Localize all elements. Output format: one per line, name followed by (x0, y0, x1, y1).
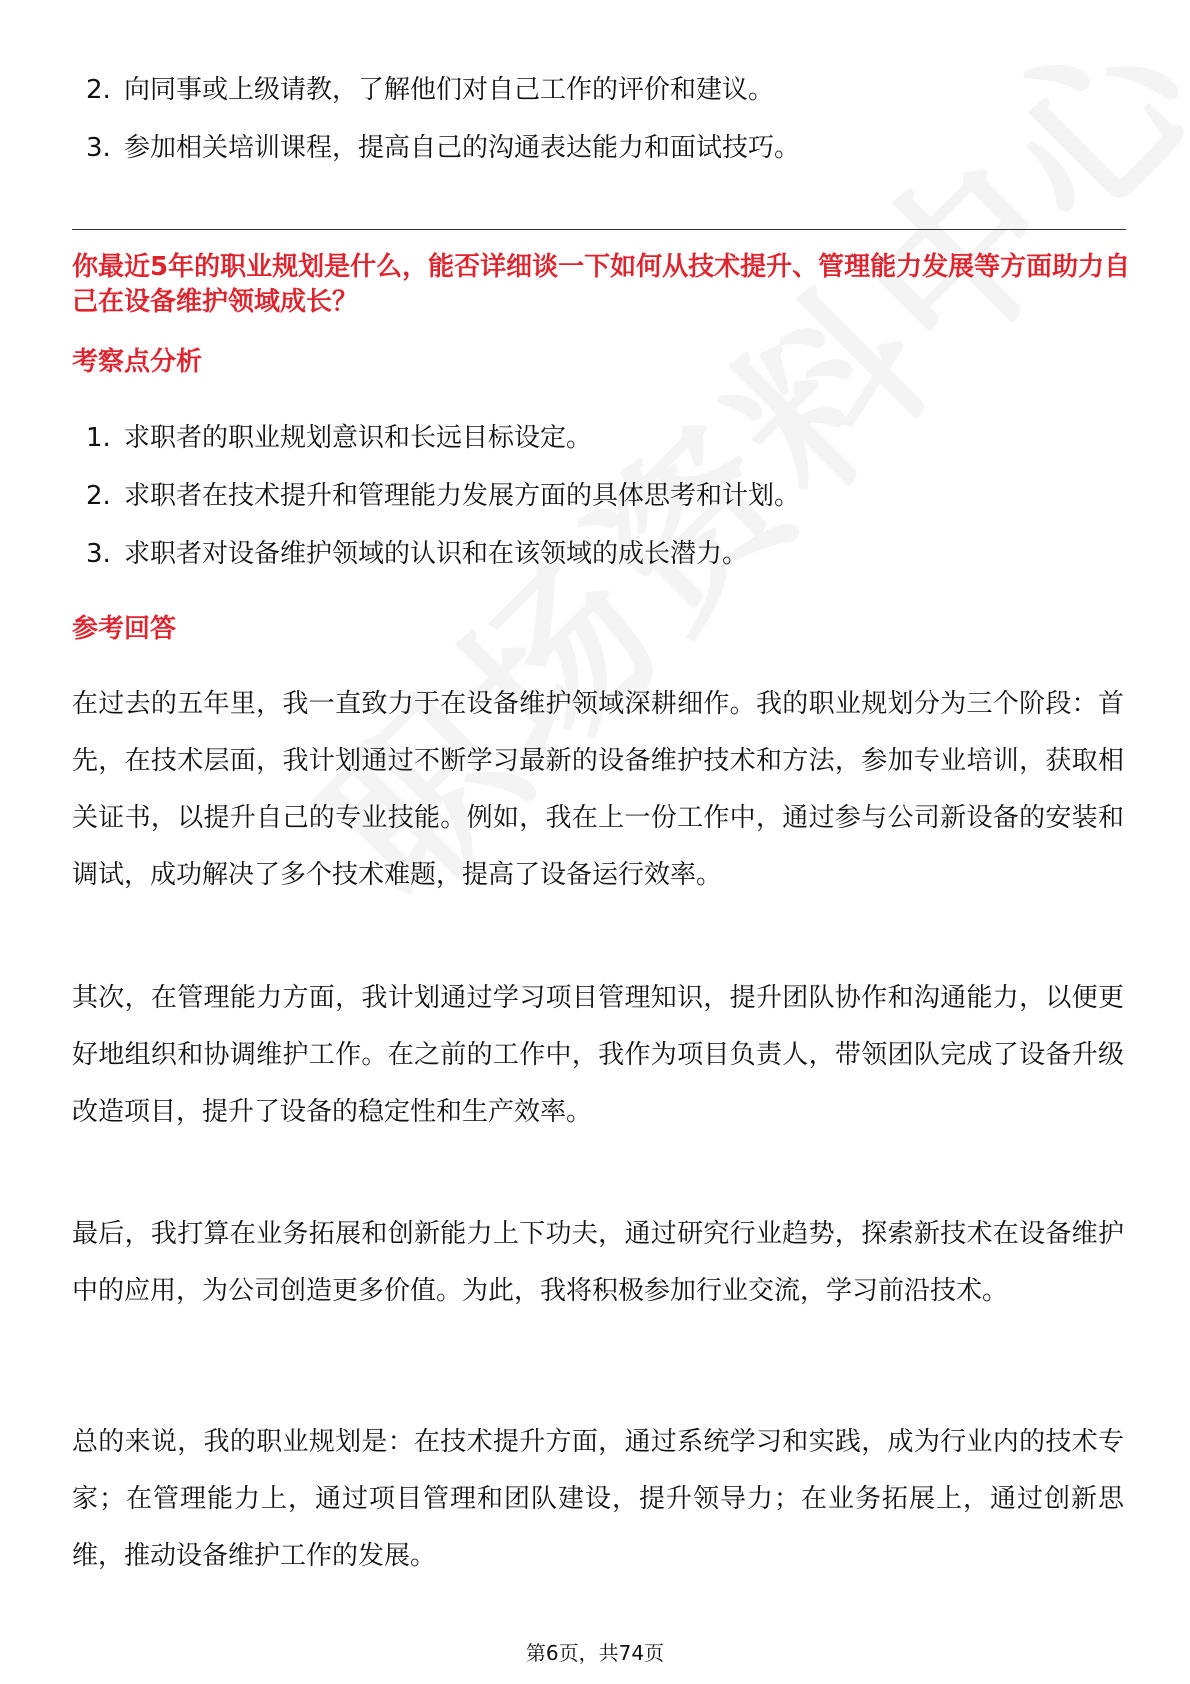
list-item-number: 1. (86, 423, 111, 453)
list-item (72, 420, 1132, 478)
list-item-number: 3. (86, 539, 111, 569)
list-item (72, 478, 1132, 536)
answer-paragraph: 在过去的五年里，我一直致力于在设备维护领域深耕细作。我的职业规划分为三个阶段：首先，在技术层面，我计划通过不断学习最新的设备维护技术和方法，参加专业培训，获取相关证书，以提升自己的专业技能。例如，我在上一份工作中，通过参与公司新设备的安装和调试，成功解决了多个技术难题，提高了设备运行效率。 (72, 689, 1124, 890)
previous-list (72, 72, 1132, 188)
answer-paragraph: 最后，我打算在业务拓展和创新能力上下功夫，通过研究行业趋势，探索新技术在设备维护中的应用，为公司创造更多价值。为此，我将积极参加行业交流，学习前沿技术。 (72, 1219, 1124, 1306)
question-heading: 你最近5年的职业规划是什么，能否详细谈一下如何从技术提升、管理能力发展等方面助力自己在设备维护领域成长？ (72, 252, 1131, 317)
list-item-number: 3. (86, 133, 111, 163)
list-item-text: 向同事或上级请教，了解他们对自己工作的评价和建议。 (124, 75, 775, 105)
list-item (72, 72, 1132, 130)
list-item (72, 130, 1132, 188)
analysis-list (72, 420, 1132, 594)
section-divider (72, 229, 1126, 230)
list-item-text: 参加相关培训课程，提高自己的沟通表达能力和面试技巧。 (124, 133, 801, 163)
answer-paragraph: 其次，在管理能力方面，我计划通过学习项目管理知识，提升团队协作和沟通能力，以便更好地组织和协调维护工作。在之前的工作中，我作为项目负责人，带领团队完成了设备升级改造项目，提升了设备的稳定性和生产效率。 (72, 983, 1124, 1127)
list-item-text: 求职者的职业规划意识和长远目标设定。 (124, 423, 593, 453)
answer-heading: 参考回答 (72, 614, 177, 644)
list-item-text: 求职者在技术提升和管理能力发展方面的具体思考和计划。 (124, 481, 801, 511)
list-item-number: 2. (86, 75, 111, 105)
page-number-footer: 第6页，共74页 (525, 1641, 665, 1665)
analysis-heading: 考察点分析 (72, 347, 203, 377)
list-item-number: 2. (86, 481, 111, 511)
answer-paragraph: 总的来说，我的职业规划是：在技术提升方面，通过系统学习和实践，成为行业内的技术专家；在管理能力上，通过项目管理和团队建设，提升领导力；在业务拓展上，通过创新思维，推动设备维护工作的发展。 (72, 1427, 1124, 1571)
list-item (72, 536, 1132, 594)
list-item-text: 求职者对设备维护领域的认识和在该领域的成长潜力。 (124, 539, 749, 569)
